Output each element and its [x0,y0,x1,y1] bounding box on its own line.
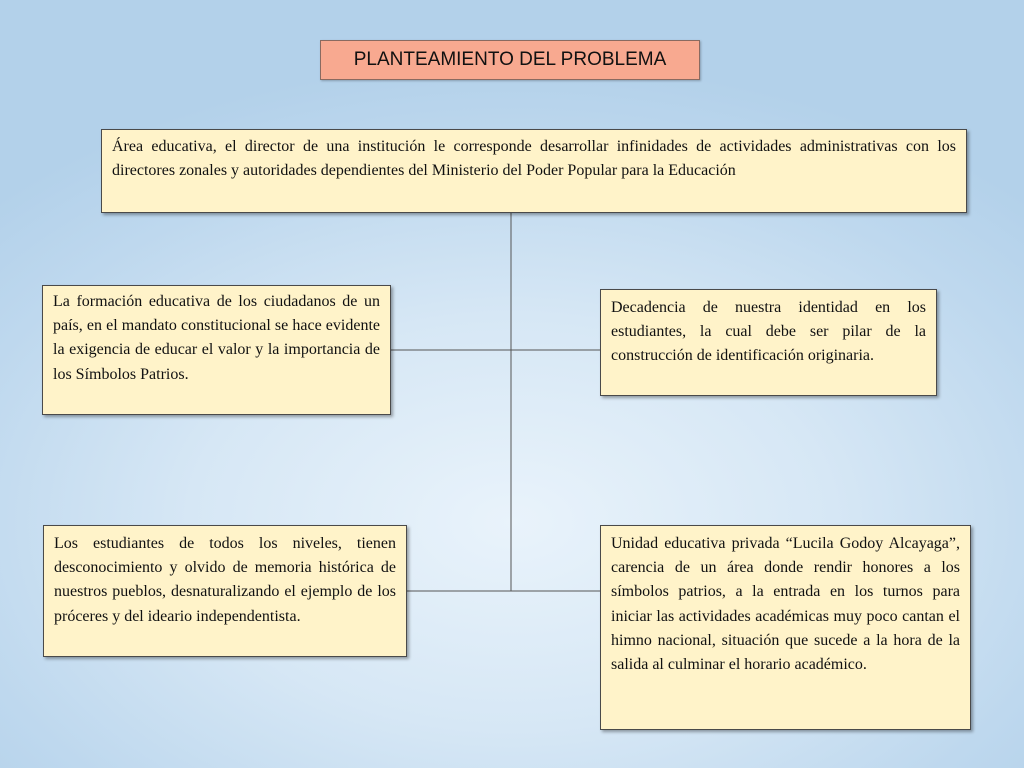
box-historical-memory [43,525,407,657]
page-title-text: PLANTEAMIENTO DEL PROBLEMA [353,49,667,70]
page-title [320,40,700,80]
box-top-text: Área educativa, el director de una institución le corresponde desarrollar infinidades de actividades administrativas con los directores zonales y autoridades dependientes del Ministerio del Poder Popular para la Educación [112,138,956,180]
box-bottom-right-text: Unidad educativa privada “Lucila Godoy Alcayaga”, carencia de un área donde rendir honores a los símbolos patrios, a la entrada en los turnos para iniciar las actividades académicas muy poco cantan el himno nacional, situación que sucede a la hora de la salida al culminar el horario académico. [611,535,960,674]
box-mid-left-text: La formación educativa de los ciudadanos de un país, en el mandato constitucional se hace evidente la exigencia de educar el valor y la importancia de los Símbolos Patrios. [53,293,380,383]
box-bottom-left-text: Los estudiantes de todos los niveles, tienen desconocimiento y olvido de memoria histórica de nuestros pueblos, desnaturalizando el ejemplo de los próceres y del ideario independentista. [54,535,396,625]
box-identity-decline [600,289,937,396]
box-top-educational-area [101,129,967,213]
box-civic-education [42,285,391,415]
box-school-case [600,525,971,730]
box-mid-right-text: Decadencia de nuestra identidad en los estudiantes, la cual debe ser pilar de la construcción de identificación originaria. [611,299,926,365]
